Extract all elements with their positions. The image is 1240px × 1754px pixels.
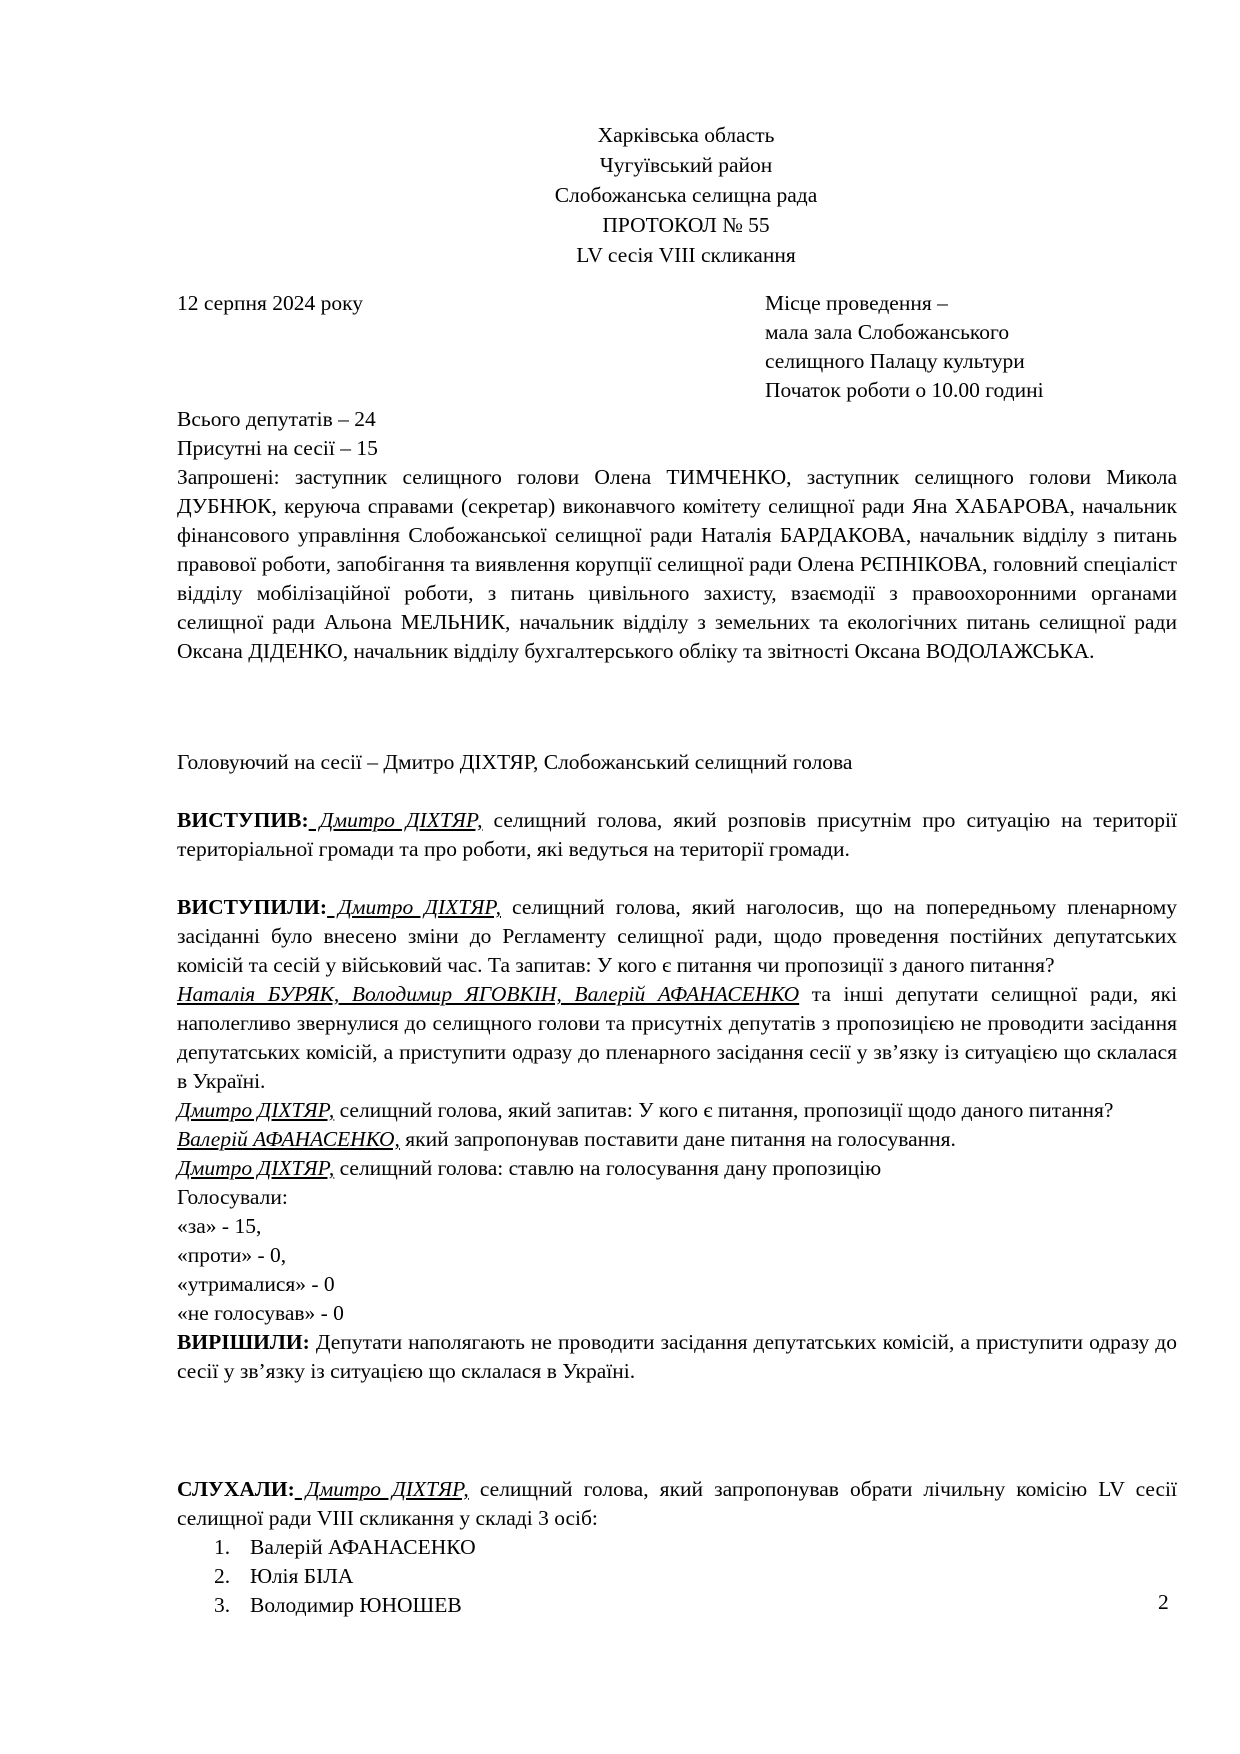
- speech-2-label: ВИСТУПИЛИ:: [177, 895, 328, 919]
- speaker-name: Дмитро ДІХТЯР,: [177, 1156, 335, 1180]
- speaker-name: Дмитро ДІХТЯР,: [327, 895, 501, 919]
- speaker-name: Дмитро ДІХТЯР,: [294, 1477, 469, 1501]
- speaker-name: Валерій АФАНАСЕНКО,: [177, 1127, 400, 1151]
- list-item-name: Юлія БІЛА: [250, 1564, 354, 1588]
- speech-1-label: ВИСТУПИВ:: [177, 808, 309, 832]
- vote-for: «за» - 15,: [177, 1214, 262, 1238]
- chair-line: Головуючий на сесії – Дмитро ДІХТЯР, Слобожанський селищний голова: [177, 750, 853, 774]
- speaker-name: Дмитро ДІХТЯР,: [177, 1098, 335, 1122]
- protocol-title: ПРОТОКОЛ № 55: [602, 213, 770, 237]
- list-number: 3.: [214, 1593, 231, 1617]
- invited-paragraph: Запрошені: заступник селищного голови Олена ТИМЧЕНКО, заступник селищного голови Микола ДУБНЮК, керуюча справами (секретар) виконавчого комітету селищної ради Яна ХАБАРОВА, начальник фінансового управління Слобожанської селищної ради Наталія БАРДАКОВА, начальник відділу з питань правової роботи, запобігання та виявлення корупції селищної ради Олена РЄПНІКОВА, головний спеціаліст відділу мобілізаційної роботи, з питань цивільного захисту, взаємодії з правоохоронними органами селищної ради Альона МЕЛЬНИК, начальник відділу з земельних та екологічних питань селищної ради Оксана ДІДЕНКО, начальник відділу бухгалтерського обліку та звітності Оксана ВОДОЛАЖСЬКА.: [177, 465, 1177, 663]
- session-line: LV сесія VIII скликання: [576, 243, 796, 267]
- district-line: Чугуївський район: [599, 153, 773, 177]
- list-item: [214, 1591, 476, 1620]
- region-line: Харківська область: [597, 123, 775, 147]
- speech-2-p2-text: та інші депутати селищної ради, які наполегливо звернулися до селищного голови та присутніх депутатів з пропозицією не проводити засідання депутатських комісій, а приступити одразу до пленарного засідання сесії у зв’язку із ситуацією що склалася в Україні.: [177, 982, 1177, 1093]
- list-item-name: Володимир ЮНОШЕВ: [250, 1593, 462, 1617]
- decision-text: Депутати наполягають не проводити засідання депутатських комісій, а приступити одразу до сесії у зв’язку із ситуацією що склалася в Україні.: [177, 1330, 1177, 1383]
- speech-2-text: селищний голова, який наголосив, що на попередньому пленарному засіданні було внесено зміни до Регламенту селищної ради, щодо проведення постійних депутатських комісій та сесій у військовий час. Та запитав: У кого є питання чи пропозиції з даного питання?: [177, 895, 1178, 977]
- speech-1: [177, 806, 1177, 864]
- vote-title: Голосували:: [177, 1185, 288, 1209]
- speech-2-p3: [177, 1096, 1177, 1125]
- decision: [177, 1328, 1177, 1386]
- speech-1-text: селищний голова, який розповів присутнім про ситуацію на території територіальної громади та про роботи, які ведуться на території громади.: [177, 808, 1177, 861]
- document-header: [0, 120, 1240, 270]
- decision-label: ВИРІШИЛИ:: [177, 1330, 310, 1354]
- venue-label: Місце проведення –: [765, 291, 948, 315]
- deputies-total: Всього депутатів – 24: [177, 407, 376, 431]
- council-line: Слобожанська селищна рада: [554, 183, 818, 207]
- speech-2-p5-text: селищний голова: ставлю на голосування дану пропозицію: [334, 1156, 882, 1180]
- list-number: 1.: [214, 1535, 231, 1559]
- hearing-block: [177, 1475, 1177, 1533]
- committee-list: [214, 1533, 476, 1620]
- speech-2-p3-text: селищний голова, який запитав: У кого є питання, пропозиції щодо даного питання?: [334, 1098, 1114, 1122]
- vote-block: [177, 1183, 1177, 1328]
- venue-block: [765, 289, 1044, 405]
- venue-line-2: селищного Палацу культури: [765, 349, 1025, 373]
- vote-against: «проти» - 0,: [177, 1243, 287, 1267]
- attendance-block: [177, 405, 1177, 666]
- vote-not-voted: «не голосував» - 0: [177, 1301, 344, 1325]
- hearing-text: селищний голова, який запропонував обрати лічильну комісію LV сесії селищної ради VIII скликання у складі 3 осіб:: [177, 1477, 1177, 1530]
- speaker-name: Дмитро ДІХТЯР,: [308, 808, 483, 832]
- list-item: [214, 1533, 476, 1562]
- speech-2-p4: [177, 1125, 1177, 1154]
- list-item: [214, 1562, 476, 1591]
- speech-2-p2: [177, 980, 1177, 1096]
- vote-abstain: «утрималися» - 0: [177, 1272, 335, 1296]
- speaker-names: Наталія БУРЯК, Володимир ЯГОВКІН, Валерій АФАНАСЕНКО: [177, 982, 800, 1006]
- list-item-name: Валерій АФАНАСЕНКО: [250, 1535, 476, 1559]
- speech-2: [177, 893, 1177, 1386]
- deputies-present: Присутні на сесії – 15: [177, 436, 378, 460]
- start-time: Початок роботи о 10.00 годині: [765, 378, 1044, 402]
- speech-2-p4-text: який запропонував поставити дане питання на голосування.: [399, 1127, 956, 1151]
- page-number: 2: [1158, 1590, 1169, 1614]
- speech-2-p5: [177, 1154, 1177, 1183]
- speech-2-p1: [177, 893, 1177, 980]
- venue-line-1: мала зала Слобожанського: [765, 320, 1010, 344]
- meeting-date: 12 серпня 2024 року: [177, 291, 364, 315]
- hearing-label: СЛУХАЛИ:: [177, 1477, 295, 1501]
- list-number: 2.: [214, 1564, 231, 1588]
